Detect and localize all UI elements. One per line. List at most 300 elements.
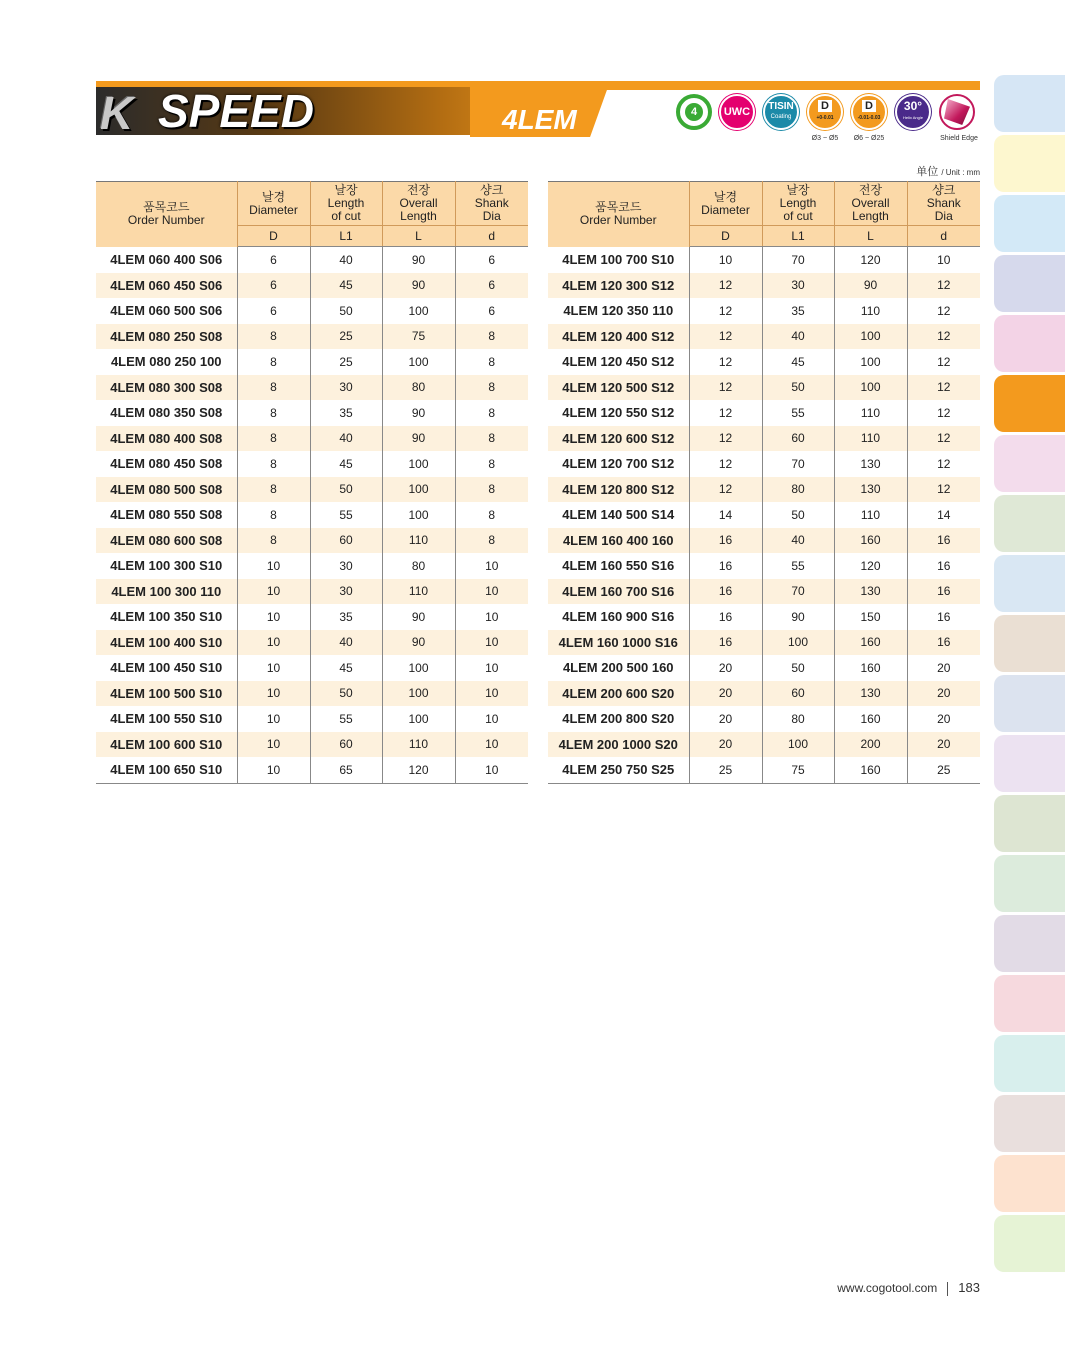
overall-length-cell: 100 xyxy=(834,349,907,375)
table-row xyxy=(548,528,980,554)
shank-dia-cell: 25 xyxy=(907,757,980,783)
overall-length-cell: 90 xyxy=(382,247,455,273)
table-row xyxy=(96,655,528,681)
helix-angle-sub: Helix Angle xyxy=(902,115,923,120)
diameter-cell: 8 xyxy=(237,324,310,350)
col-code-ko: 품목코드 xyxy=(143,200,190,215)
table-row xyxy=(548,579,980,605)
diameter-cell: 16 xyxy=(689,630,762,656)
diameter-cell: 16 xyxy=(689,553,762,579)
table-row xyxy=(548,757,980,783)
col-oal-ko: 전장 xyxy=(858,183,883,197)
overall-length-cell: 160 xyxy=(834,757,907,783)
col-dia-ko: 날경 xyxy=(261,189,286,204)
diameter-cell: 8 xyxy=(237,375,310,401)
shank-dia-cell: 20 xyxy=(907,681,980,707)
helix-30-icon xyxy=(895,94,931,130)
order-number-cell: 4LEM 160 550 S16 xyxy=(548,553,689,579)
uwc-label: UWC xyxy=(723,106,751,118)
length-of-cut-cell: 75 xyxy=(762,757,834,783)
order-number-cell: 4LEM 120 300 S12 xyxy=(548,273,689,299)
table-row xyxy=(548,324,980,350)
table-row xyxy=(548,247,980,273)
diameter-cell: 12 xyxy=(689,400,762,426)
unit-ko: 单位 xyxy=(916,166,939,178)
section-tab-6[interactable] xyxy=(994,375,1065,432)
length-of-cut-cell: 60 xyxy=(310,528,382,554)
sym-L: L xyxy=(382,226,455,247)
section-tab-20[interactable] xyxy=(994,1215,1065,1272)
table-row xyxy=(548,502,980,528)
length-of-cut-cell: 40 xyxy=(762,528,834,554)
length-of-cut-cell: 55 xyxy=(310,502,382,528)
length-of-cut-cell: 40 xyxy=(310,426,382,452)
shank-dia-cell: 14 xyxy=(937,507,951,522)
diameter-cell: 10 xyxy=(689,247,762,273)
shank-dia-cell: 10 xyxy=(455,681,528,707)
table-row xyxy=(96,630,528,656)
diameter-cell: 10 xyxy=(237,681,310,707)
shank-dia-cell: 12 xyxy=(907,375,980,401)
overall-length-cell: 130 xyxy=(834,451,907,477)
diameter-cell: 12 xyxy=(689,426,762,452)
section-tab-13[interactable] xyxy=(994,795,1065,852)
overall-length-cell: 110 xyxy=(834,400,907,426)
length-of-cut-cell: 60 xyxy=(762,426,834,452)
table-row xyxy=(548,273,980,299)
tolerance-minus-d: D xyxy=(862,100,876,112)
col-oal-ko: 전장 xyxy=(406,183,431,197)
order-number-cell: 4LEM 120 400 S12 xyxy=(548,324,689,350)
shank-dia-cell: 12 xyxy=(907,273,980,299)
length-of-cut-cell: 30 xyxy=(310,375,382,401)
shank-dia-cell: 8 xyxy=(488,456,496,471)
length-of-cut-cell: 25 xyxy=(310,324,382,350)
shank-dia-cell: 16 xyxy=(937,558,951,573)
col-shank-en2: Dia xyxy=(482,209,501,223)
overall-length-cell: 150 xyxy=(834,604,907,630)
order-number-cell: 4LEM 060 500 S06 xyxy=(96,298,237,324)
sym-L1: L1 xyxy=(762,226,834,247)
order-number-cell: 4LEM 080 450 S08 xyxy=(96,451,237,477)
overall-length-cell: 110 xyxy=(834,502,907,528)
col-length-of-cut xyxy=(762,182,834,226)
overall-length-cell: 80 xyxy=(382,553,455,579)
length-of-cut-cell: 40 xyxy=(762,324,834,350)
diameter-cell: 16 xyxy=(689,579,762,605)
length-of-cut-cell: 65 xyxy=(310,757,382,783)
section-tab-5[interactable] xyxy=(994,315,1065,372)
shank-dia-cell: 8 xyxy=(455,375,528,401)
order-number-cell: 4LEM 120 800 S12 xyxy=(548,477,689,503)
shank-dia-cell: 10 xyxy=(455,732,528,758)
table-row xyxy=(96,706,528,732)
length-of-cut-cell: 45 xyxy=(762,349,834,375)
diameter-cell: 20 xyxy=(689,681,762,707)
shank-dia-cell: 12 xyxy=(937,303,951,318)
length-of-cut-cell: 70 xyxy=(762,579,834,605)
table-row xyxy=(96,757,528,783)
shank-dia-cell: 16 xyxy=(937,609,951,624)
table-row xyxy=(96,732,528,758)
shank-dia-cell: 12 xyxy=(907,426,980,452)
tolerance-plus-sub: +0-0.01 xyxy=(816,115,834,121)
length-of-cut-cell: 50 xyxy=(310,681,382,707)
section-tab-15[interactable] xyxy=(994,915,1065,972)
shank-dia-cell: 20 xyxy=(937,711,951,726)
overall-length-cell: 160 xyxy=(834,706,907,732)
diameter-cell: 10 xyxy=(237,579,310,605)
helix-angle-label: 30° xyxy=(903,99,923,113)
section-tab-1[interactable] xyxy=(994,75,1065,132)
diameter-cell: 12 xyxy=(689,375,762,401)
shank-dia-cell: 10 xyxy=(455,579,528,605)
col-oal-en2: Length xyxy=(400,209,437,223)
unit-en: / Unit : mm xyxy=(941,168,980,177)
length-of-cut-cell: 45 xyxy=(310,451,382,477)
section-tab-12[interactable] xyxy=(994,735,1065,792)
diameter-cell: 10 xyxy=(237,604,310,630)
section-tab-2[interactable] xyxy=(994,135,1065,192)
flutes-4-icon xyxy=(676,94,712,130)
overall-length-cell: 100 xyxy=(382,477,455,503)
table-row xyxy=(96,502,528,528)
section-tab-17[interactable] xyxy=(994,1035,1065,1092)
tolerance-plus-icon xyxy=(807,94,843,130)
shank-dia-cell: 16 xyxy=(907,630,980,656)
order-number-cell: 4LEM 080 350 S08 xyxy=(96,400,237,426)
order-number-cell: 4LEM 080 300 S08 xyxy=(96,375,237,401)
table-row xyxy=(96,553,528,579)
col-overall-length xyxy=(382,182,455,226)
shank-dia-cell: 6 xyxy=(455,273,528,299)
shank-dia-cell: 8 xyxy=(455,426,528,452)
spec-table-right xyxy=(548,181,980,784)
overall-length-cell: 90 xyxy=(382,273,455,299)
order-number-cell: 4LEM 080 250 S08 xyxy=(96,324,237,350)
tisin-sub: Coating xyxy=(770,114,792,120)
order-number-cell: 4LEM 120 600 S12 xyxy=(548,426,689,452)
table-row xyxy=(96,451,528,477)
brand-speed-title: SPEED xyxy=(158,85,314,137)
diameter-cell: 10 xyxy=(237,630,310,656)
section-tab-10[interactable] xyxy=(994,615,1065,672)
overall-length-cell: 200 xyxy=(834,732,907,758)
order-number-cell: 4LEM 200 600 S20 xyxy=(548,681,689,707)
shank-dia-cell: 10 xyxy=(937,252,951,267)
section-tab-4[interactable] xyxy=(994,255,1065,312)
diameter-cell: 25 xyxy=(689,757,762,783)
tolerance-minus-sub: -0.01-0.03 xyxy=(857,115,881,121)
spec-table-left xyxy=(96,181,528,784)
shank-dia-cell: 20 xyxy=(907,732,980,758)
order-number-cell: 4LEM 080 500 S08 xyxy=(96,477,237,503)
length-of-cut-cell: 55 xyxy=(762,400,834,426)
shield-edge-caption: Shield Edge xyxy=(940,135,978,142)
table-row xyxy=(96,298,528,324)
length-of-cut-cell: 55 xyxy=(310,706,382,732)
sym-d: d xyxy=(907,226,980,247)
overall-length-cell: 110 xyxy=(382,579,455,605)
length-of-cut-cell: 70 xyxy=(762,247,834,273)
overall-length-cell: 110 xyxy=(834,298,907,324)
table-row xyxy=(548,604,980,630)
shank-dia-cell: 8 xyxy=(455,324,528,350)
table-row xyxy=(96,426,528,452)
shank-dia-cell: 8 xyxy=(455,528,528,554)
order-number-cell: 4LEM 100 300 S10 xyxy=(96,553,237,579)
section-tab-16[interactable] xyxy=(994,975,1065,1032)
shank-dia-cell: 16 xyxy=(907,528,980,554)
table-row xyxy=(96,604,528,630)
length-of-cut-cell: 30 xyxy=(310,553,382,579)
length-of-cut-cell: 90 xyxy=(762,604,834,630)
diameter-cell: 12 xyxy=(689,451,762,477)
overall-length-cell: 100 xyxy=(382,681,455,707)
overall-length-cell: 90 xyxy=(382,630,455,656)
shank-dia-cell: 12 xyxy=(937,354,951,369)
col-code-en: Order Number xyxy=(579,213,657,228)
table-row xyxy=(96,477,528,503)
section-tab-3[interactable] xyxy=(994,195,1065,252)
diameter-cell: 12 xyxy=(689,349,762,375)
shank-dia-cell: 6 xyxy=(488,252,496,267)
table-row xyxy=(548,400,980,426)
order-number-cell: 4LEM 100 700 S10 xyxy=(548,247,689,273)
shank-dia-cell: 12 xyxy=(937,405,951,420)
order-number-cell: 4LEM 200 500 160 xyxy=(548,655,689,681)
order-number-cell: 4LEM 100 500 S10 xyxy=(96,681,237,707)
uwc-icon xyxy=(719,94,755,130)
overall-length-cell: 130 xyxy=(834,477,907,503)
col-code-en: Order Number xyxy=(127,213,205,228)
diameter-cell: 6 xyxy=(237,247,310,273)
col-code-ko: 품목코드 xyxy=(595,200,642,215)
overall-length-cell: 90 xyxy=(382,400,455,426)
overall-length-cell: 160 xyxy=(834,630,907,656)
length-of-cut-cell: 70 xyxy=(762,451,834,477)
col-loc-ko: 날장 xyxy=(786,183,810,197)
tisin-coating-icon xyxy=(763,94,799,130)
order-number-cell: 4LEM 080 250 100 xyxy=(96,349,237,375)
diameter-cell: 8 xyxy=(237,349,310,375)
shank-dia-cell: 10 xyxy=(485,660,499,675)
order-number-cell: 4LEM 100 450 S10 xyxy=(96,655,237,681)
col-dia-ko: 날경 xyxy=(713,189,738,204)
col-diameter xyxy=(689,182,762,226)
order-number-cell: 4LEM 100 650 S10 xyxy=(96,757,237,783)
overall-length-cell: 160 xyxy=(834,655,907,681)
section-tab-19[interactable] xyxy=(994,1155,1065,1212)
section-tab-7[interactable] xyxy=(994,435,1065,492)
order-number-cell: 4LEM 160 1000 S16 xyxy=(548,630,689,656)
diameter-cell: 8 xyxy=(237,528,310,554)
col-shank-en2: Dia xyxy=(934,209,953,223)
order-number-cell: 4LEM 140 500 S14 xyxy=(548,502,689,528)
diameter-cell: 8 xyxy=(237,426,310,452)
tolerance-minus-caption: Ø6 ~ Ø25 xyxy=(853,135,885,142)
table-row xyxy=(548,655,980,681)
sym-d: d xyxy=(455,226,528,247)
overall-length-cell: 120 xyxy=(834,553,907,579)
table-row xyxy=(548,451,980,477)
col-shank-en1: Shank xyxy=(926,196,961,210)
shank-dia-cell: 10 xyxy=(455,757,528,783)
order-number-cell: 4LEM 200 1000 S20 xyxy=(548,732,689,758)
overall-length-cell: 100 xyxy=(382,349,455,375)
order-number-cell: 4LEM 120 500 S12 xyxy=(548,375,689,401)
diameter-cell: 12 xyxy=(689,298,762,324)
shank-dia-cell: 20 xyxy=(937,660,951,675)
table-row xyxy=(548,553,980,579)
model-title: 4LEM xyxy=(502,104,577,135)
diameter-cell: 16 xyxy=(689,604,762,630)
length-of-cut-cell: 100 xyxy=(762,732,834,758)
length-of-cut-cell: 45 xyxy=(310,273,382,299)
col-dia-en: Diameter xyxy=(249,202,298,217)
diameter-cell: 8 xyxy=(237,477,310,503)
length-of-cut-cell: 55 xyxy=(762,553,834,579)
shank-dia-cell: 8 xyxy=(488,507,496,522)
length-of-cut-cell: 60 xyxy=(310,732,382,758)
shank-dia-cell: 8 xyxy=(488,405,496,420)
col-length-of-cut xyxy=(310,182,382,226)
col-shank-dia xyxy=(455,182,528,226)
length-of-cut-cell: 80 xyxy=(762,706,834,732)
flutes-4-label: 4 xyxy=(685,103,703,121)
length-of-cut-cell: 50 xyxy=(310,477,382,503)
table-row xyxy=(96,349,528,375)
footer-divider xyxy=(947,1282,948,1296)
overall-length-cell: 110 xyxy=(382,732,455,758)
table-row xyxy=(96,324,528,350)
col-shank-dia xyxy=(907,182,980,226)
length-of-cut-cell: 40 xyxy=(310,247,382,273)
col-diameter xyxy=(237,182,310,226)
shank-dia-cell: 12 xyxy=(907,477,980,503)
table-row xyxy=(548,298,980,324)
table-row xyxy=(548,732,980,758)
diameter-cell: 16 xyxy=(689,528,762,554)
section-tab-8[interactable] xyxy=(994,495,1065,552)
overall-length-cell: 100 xyxy=(382,655,455,681)
col-shank-en1: Shank xyxy=(474,196,509,210)
table-row xyxy=(548,426,980,452)
overall-length-cell: 75 xyxy=(382,324,455,350)
overall-length-cell: 120 xyxy=(382,757,455,783)
feature-icons xyxy=(676,94,980,144)
section-tab-18[interactable] xyxy=(994,1095,1065,1152)
diameter-cell: 10 xyxy=(237,732,310,758)
overall-length-cell: 130 xyxy=(834,681,907,707)
col-loc-ko: 날장 xyxy=(334,183,358,197)
shield-edge-icon xyxy=(939,94,975,130)
length-of-cut-cell: 50 xyxy=(762,375,834,401)
overall-length-cell: 90 xyxy=(382,604,455,630)
length-of-cut-cell: 35 xyxy=(310,604,382,630)
table-row xyxy=(548,630,980,656)
section-tab-14[interactable] xyxy=(994,855,1065,912)
table-row xyxy=(548,706,980,732)
length-of-cut-cell: 100 xyxy=(762,630,834,656)
length-of-cut-cell: 25 xyxy=(310,349,382,375)
tisin-label: TISIN xyxy=(768,101,794,112)
table-row xyxy=(96,247,528,273)
shank-dia-cell: 10 xyxy=(485,609,499,624)
page-footer xyxy=(780,1280,980,1296)
order-number-cell: 4LEM 160 700 S16 xyxy=(548,579,689,605)
order-number-cell: 4LEM 250 750 S25 xyxy=(548,757,689,783)
order-number-cell: 4LEM 080 550 S08 xyxy=(96,502,237,528)
diameter-cell: 10 xyxy=(237,706,310,732)
shank-dia-cell: 10 xyxy=(485,558,499,573)
order-number-cell: 4LEM 100 550 S10 xyxy=(96,706,237,732)
sym-L: L xyxy=(834,226,907,247)
diameter-cell: 6 xyxy=(237,298,310,324)
section-tab-9[interactable] xyxy=(994,555,1065,612)
overall-length-cell: 100 xyxy=(834,324,907,350)
overall-length-cell: 100 xyxy=(382,706,455,732)
col-shank-ko: 샹크 xyxy=(480,183,504,197)
overall-length-cell: 80 xyxy=(382,375,455,401)
order-number-cell: 4LEM 080 400 S08 xyxy=(96,426,237,452)
diameter-cell: 8 xyxy=(237,400,310,426)
length-of-cut-cell: 30 xyxy=(762,273,834,299)
unit-label xyxy=(880,163,980,179)
overall-length-cell: 100 xyxy=(834,375,907,401)
length-of-cut-cell: 40 xyxy=(310,630,382,656)
order-number-cell: 4LEM 080 600 S08 xyxy=(96,528,237,554)
overall-length-cell: 100 xyxy=(382,502,455,528)
sym-L1: L1 xyxy=(310,226,382,247)
length-of-cut-cell: 35 xyxy=(310,400,382,426)
table-row xyxy=(96,400,528,426)
overall-length-cell: 160 xyxy=(834,528,907,554)
col-order-number xyxy=(548,182,689,247)
table-row xyxy=(548,681,980,707)
overall-length-cell: 110 xyxy=(382,528,455,554)
diameter-cell: 12 xyxy=(689,324,762,350)
shank-dia-cell: 8 xyxy=(455,477,528,503)
tolerance-plus-caption: Ø3 ~ Ø5 xyxy=(811,135,839,142)
length-of-cut-cell: 50 xyxy=(762,655,834,681)
col-loc-en1: Length xyxy=(779,196,817,210)
footer-url[interactable]: www.cogotool.com xyxy=(837,1281,938,1295)
shank-dia-cell: 8 xyxy=(488,354,496,369)
overall-length-cell: 90 xyxy=(382,426,455,452)
diameter-cell: 12 xyxy=(689,273,762,299)
table-row xyxy=(548,375,980,401)
shank-dia-cell: 16 xyxy=(907,579,980,605)
section-tab-11[interactable] xyxy=(994,675,1065,732)
col-dia-en: Diameter xyxy=(701,202,750,217)
diameter-cell: 14 xyxy=(689,502,762,528)
page-number: 183 xyxy=(958,1280,980,1295)
diameter-cell: 6 xyxy=(237,273,310,299)
col-oal-en1: Overall xyxy=(399,196,438,210)
length-of-cut-cell: 50 xyxy=(762,502,834,528)
overall-length-cell: 130 xyxy=(834,579,907,605)
overall-length-cell: 90 xyxy=(834,273,907,299)
sym-D: D xyxy=(237,226,310,247)
length-of-cut-cell: 60 xyxy=(762,681,834,707)
shank-dia-cell: 12 xyxy=(907,324,980,350)
length-of-cut-cell: 30 xyxy=(310,579,382,605)
diameter-cell: 8 xyxy=(237,502,310,528)
col-oal-en2: Length xyxy=(852,209,889,223)
diameter-cell: 20 xyxy=(689,706,762,732)
table-row xyxy=(96,375,528,401)
